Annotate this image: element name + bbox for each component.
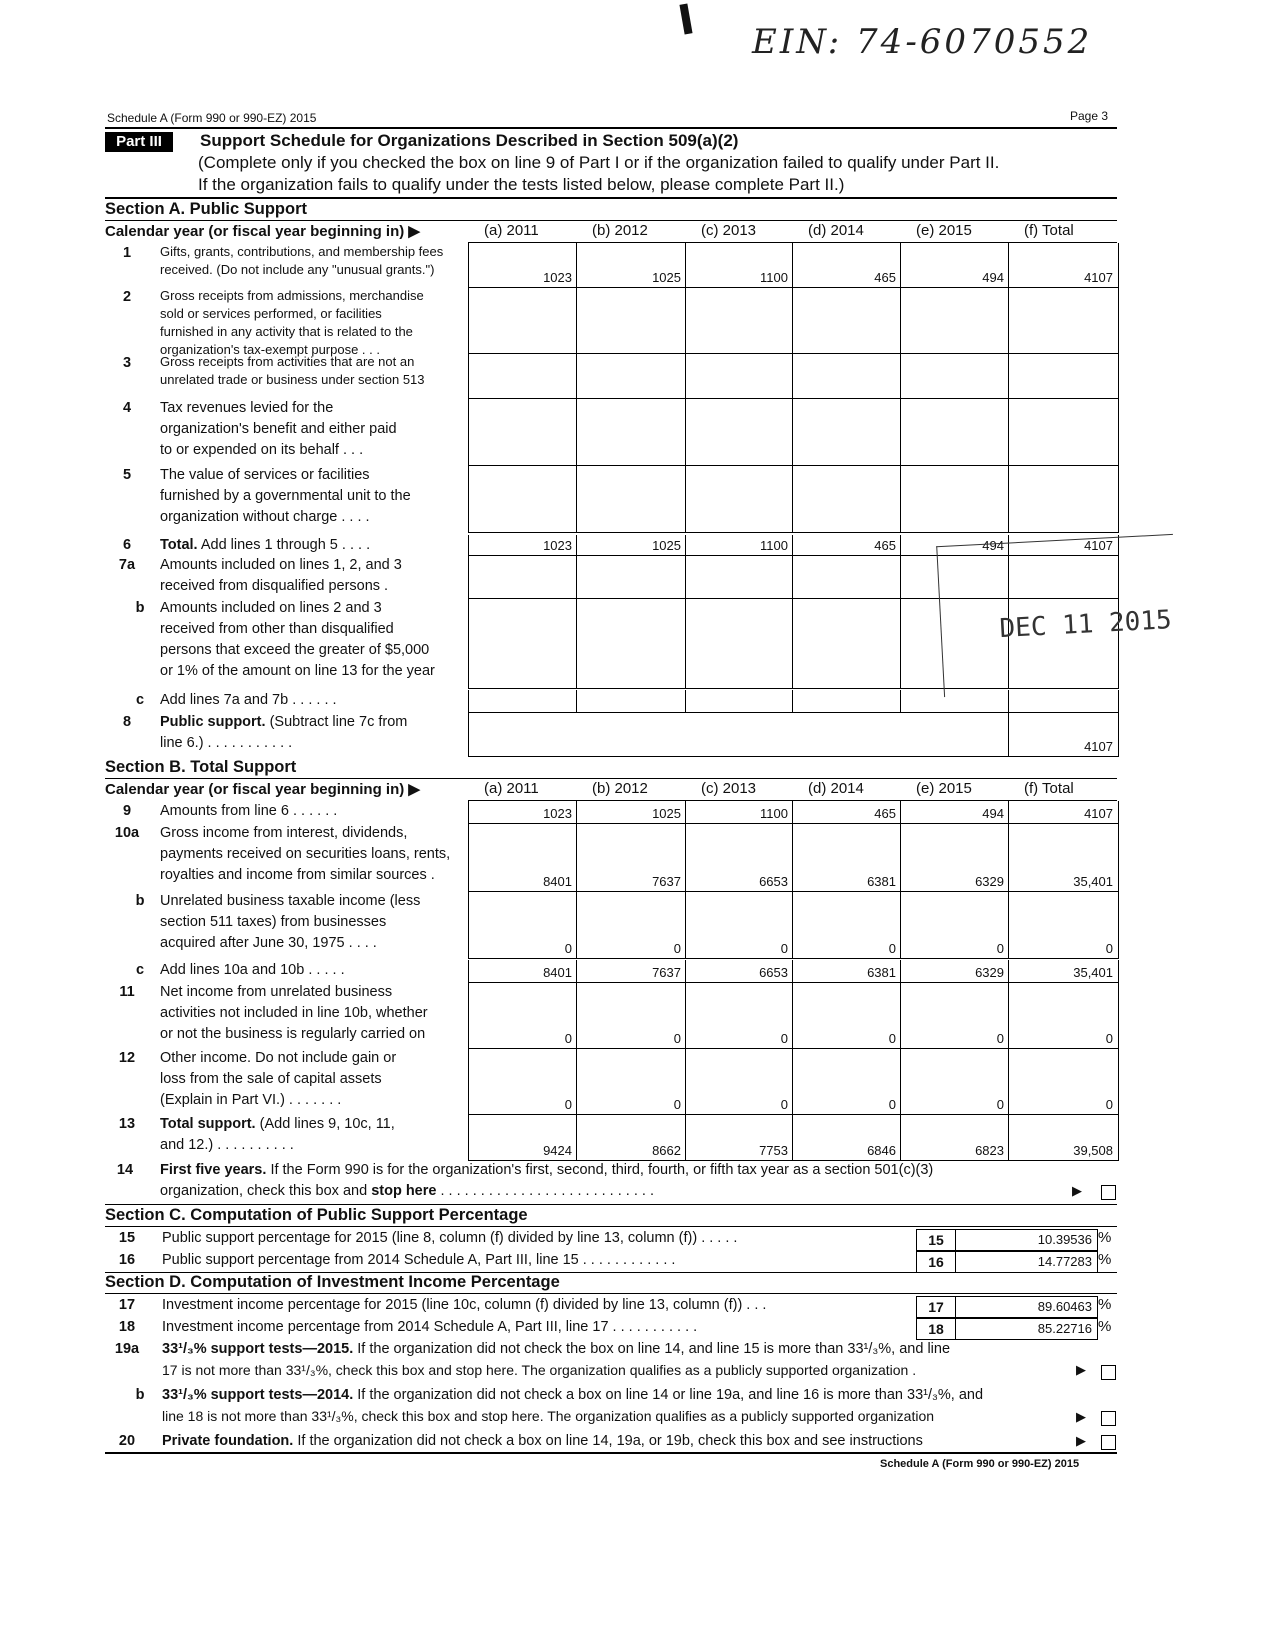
cell-value: 1023 <box>543 538 572 553</box>
table-cell <box>468 465 577 533</box>
cell-value: 35,401 <box>1073 874 1113 889</box>
line-value: 10.39536 <box>1037 1232 1092 1247</box>
line-20-text <box>162 1431 923 1452</box>
cell-value: 494 <box>982 538 1004 553</box>
cell-value: 0 <box>888 1031 896 1046</box>
cell-value: 35,401 <box>1073 965 1113 980</box>
line-number: 9 <box>122 803 132 819</box>
line-label <box>160 619 460 640</box>
table-cell <box>1008 353 1119 399</box>
table-cell <box>792 598 901 689</box>
line-label <box>160 535 460 556</box>
cell-value: 0 <box>780 1031 788 1046</box>
line-label-text: Net income from unrelated business <box>160 984 393 1000</box>
cell-value: 6653 <box>759 965 788 980</box>
cell-value: 0 <box>564 1097 572 1112</box>
line-label-text: payments received on securities loans, rents, <box>160 846 451 862</box>
line-number: 3 <box>122 355 132 371</box>
line-label <box>160 1024 460 1045</box>
table-cell <box>576 398 686 466</box>
table-cell <box>685 398 793 466</box>
line-label <box>160 733 460 754</box>
line-label-text: furnished in any activity that is related to the <box>160 324 413 339</box>
line-value: 14.77283 <box>1037 1254 1092 1269</box>
line-value: 85.22716 <box>1037 1321 1092 1336</box>
line-label-text: furnished by a governmental unit to the <box>160 488 411 504</box>
line-label <box>160 933 460 954</box>
line-label-text: received from disqualified persons . <box>160 578 389 594</box>
line-label-text: unrelated trade or business under section 513 <box>160 372 425 387</box>
line-label-bold: Total. <box>160 537 198 553</box>
ink-mark <box>679 4 692 35</box>
line-label-text: to or expended on its behalf . . . <box>160 442 364 458</box>
cell-value: 4107 <box>1084 739 1113 754</box>
part-badge: Part III <box>105 132 173 152</box>
line-19a-arrow-icon: ▶ <box>1076 1362 1086 1377</box>
cell-value: 494 <box>982 270 1004 285</box>
line-text: Investment income percentage for 2015 (line 10c, column (f) divided by line 13, column (f)) . . . <box>162 1297 767 1313</box>
cell-value: 465 <box>874 538 896 553</box>
line-label <box>160 960 460 981</box>
cell-value: 0 <box>673 1097 681 1112</box>
line-label <box>160 865 460 886</box>
line-label-text: or 1% of the amount on line 13 for the year <box>160 663 435 679</box>
percent-sign: % <box>1098 1296 1112 1313</box>
line-label-text: Amounts included on lines 2 and 3 <box>160 600 382 616</box>
table-cell <box>792 690 901 713</box>
line-label <box>160 844 460 865</box>
cell-value: 1025 <box>652 538 681 553</box>
cell-value: 4107 <box>1084 270 1113 285</box>
line-20-body: If the organization did not check a box on line 14, 19a, or 19b, check this box and see instructions <box>297 1433 923 1449</box>
received-stamp <box>936 534 1181 697</box>
table-cell <box>468 690 577 713</box>
cell-value: 0 <box>564 1031 572 1046</box>
table-cell <box>468 598 577 689</box>
line-number: 5 <box>122 467 132 483</box>
line-14-bold: First five years. <box>160 1162 267 1178</box>
line-14-stop: stop here <box>371 1183 437 1199</box>
line-label-text: received. (Do not include any "unusual grants.") <box>160 262 435 277</box>
cell-value: 0 <box>996 1031 1004 1046</box>
line-label <box>160 1114 460 1135</box>
cell-value: 0 <box>673 941 681 956</box>
table-cell <box>685 555 793 599</box>
cell-value: 0 <box>888 1097 896 1112</box>
line-label-text: royalties and income from similar sources . <box>160 867 435 883</box>
cell-value: 8401 <box>543 965 572 980</box>
line-label-text: (Explain in Part VI.) . . . . . . . <box>160 1092 342 1108</box>
table-cell <box>468 712 1009 757</box>
line-14-checkbox[interactable] <box>1101 1185 1116 1200</box>
line-19a-body-2: 17 is not more than 33¹/₃%, check this box and stop here. The organization qualifies as a publicly supported organization . <box>162 1362 917 1378</box>
percent-sign: % <box>1098 1318 1112 1335</box>
table-cell <box>576 287 686 354</box>
a-column-header: (a) 2011 <box>484 222 539 239</box>
line-number: 2 <box>122 289 132 305</box>
line-label-text: section 511 taxes) from businesses <box>160 914 387 930</box>
line-label <box>160 243 460 261</box>
line-label <box>160 912 460 933</box>
cell-value: 4107 <box>1084 806 1113 821</box>
line-label-text: Gross receipts from activities that are not an <box>160 354 415 369</box>
line-number: c <box>135 962 145 978</box>
line-label <box>160 891 460 912</box>
line-label <box>160 712 460 733</box>
line-19a-text-1 <box>162 1339 950 1360</box>
line-label <box>160 823 460 844</box>
line-14-arrow-icon: ▶ <box>1072 1183 1082 1198</box>
cell-value: 1025 <box>652 270 681 285</box>
line-label <box>160 1048 460 1069</box>
line-label-bold: Public support. <box>160 714 266 730</box>
line-number: 11 <box>119 984 135 1000</box>
section-c-title: Section C. Computation of Public Support Percentage <box>105 1206 528 1224</box>
cell-value: 7753 <box>759 1143 788 1158</box>
table-cell <box>576 598 686 689</box>
cell-value: 9424 <box>543 1143 572 1158</box>
b-column-header: (b) 2012 <box>592 780 648 797</box>
table-cell <box>1008 398 1119 466</box>
line-label <box>160 982 460 1003</box>
line-label <box>160 398 460 419</box>
b-column-header: (f) Total <box>1024 780 1074 797</box>
cell-value: 4107 <box>1084 538 1113 553</box>
cell-value: 6846 <box>867 1143 896 1158</box>
line-19a-num: 19a <box>114 1341 140 1357</box>
line-label <box>160 261 460 279</box>
table-cell <box>792 287 901 354</box>
line-label-text: sold or services performed, or facilities <box>160 306 382 321</box>
line-label-text: Unrelated business taxable income (less <box>160 893 421 909</box>
cell-value: 1100 <box>760 806 788 821</box>
line-label-text: Add lines 7a and 7b . . . . . . <box>160 692 337 708</box>
table-cell <box>792 555 901 599</box>
cell-value: 0 <box>1105 1031 1113 1046</box>
cell-value: 0 <box>780 1097 788 1112</box>
page-number: Page 3 <box>1070 109 1109 123</box>
line-label <box>160 576 460 597</box>
line-label-text: line 6.) . . . . . . . . . . . <box>160 735 293 751</box>
cell-value: 6329 <box>975 874 1004 889</box>
line-20-bold: Private foundation. <box>162 1433 294 1449</box>
cell-value: 0 <box>780 941 788 956</box>
table-cell <box>468 353 577 399</box>
line-label <box>160 801 460 822</box>
line-19b-checkbox[interactable] <box>1101 1411 1116 1426</box>
cell-value: 1023 <box>543 806 572 821</box>
table-cell <box>900 287 1009 354</box>
line-label-bold: Total support. <box>160 1116 256 1132</box>
handwritten-ein: EIN: 74-6070552 <box>752 22 1093 62</box>
line-number: b <box>135 600 145 616</box>
cell-value: 0 <box>996 1097 1004 1112</box>
cell-value: 6823 <box>975 1143 1004 1158</box>
section-b-calendar: Calendar year (or fiscal year beginning in) ▶ <box>105 781 420 798</box>
a-column-header: (e) 2015 <box>916 222 972 239</box>
cell-value: 0 <box>1105 941 1113 956</box>
line-number: 10a <box>114 825 140 841</box>
form-header-left: Schedule A (Form 990 or 990-EZ) 2015 <box>107 111 317 125</box>
line-number: 6 <box>122 537 132 553</box>
cell-value: 0 <box>564 941 572 956</box>
line-14-num: 14 <box>116 1162 134 1178</box>
table-cell <box>792 353 901 399</box>
line-number: 13 <box>118 1116 136 1132</box>
table-cell <box>468 398 577 466</box>
cell-value: 465 <box>874 806 896 821</box>
table-cell <box>685 598 793 689</box>
section-a-title: Section A. Public Support <box>105 200 307 218</box>
line-19b-body-2: line 18 is not more than 33¹/₃%, check this box and stop here. The organization qualifies as a publicly supported organization <box>162 1408 935 1424</box>
part-note-2: If the organization fails to qualify under the tests listed below, please complete Part II.) <box>198 175 845 194</box>
line-label-text: Gross income from interest, dividends, <box>160 825 408 841</box>
line-19a-bold: 33¹/₃% support tests—2015. <box>162 1341 354 1357</box>
b-column-header: (e) 2015 <box>916 780 972 797</box>
line-19b-body-1: If the organization did not check a box on line 14 or line 19a, and line 16 is more than 33¹/₃%, and <box>357 1387 984 1403</box>
line-label-text: or not the business is regularly carried on <box>160 1026 426 1042</box>
part-title: Support Schedule for Organizations Described in Section 509(a)(2) <box>200 131 739 150</box>
cell-value: 8401 <box>543 874 572 889</box>
line-label-text: Gross receipts from admissions, merchandise <box>160 288 424 303</box>
line-number: c <box>135 692 145 708</box>
table-cell <box>1008 287 1119 354</box>
line-label <box>160 287 460 305</box>
line-label-text: Tax revenues levied for the <box>160 400 334 416</box>
line-ref-box: 17 <box>916 1296 956 1318</box>
line-number: 8 <box>122 714 132 730</box>
b-column-header: (c) 2013 <box>701 780 757 797</box>
line-number: 1 <box>122 245 132 261</box>
line-14-text-1 <box>160 1160 933 1181</box>
line-number: 7a <box>118 557 136 573</box>
line-14-body-1: If the Form 990 is for the organization's first, second, third, fourth, or fifth tax year as a section 501(c)(3) <box>270 1162 934 1178</box>
line-label <box>160 555 460 576</box>
line-label-text: The value of services or facilities <box>160 467 370 483</box>
line-label <box>160 419 460 440</box>
line-19b-text-1 <box>162 1385 983 1406</box>
line-label <box>160 690 460 711</box>
table-cell <box>685 690 793 713</box>
table-cell <box>576 465 686 533</box>
line-number: 18 <box>118 1319 136 1335</box>
percent-sign: % <box>1098 1251 1112 1268</box>
line-label-text: Add lines 1 through 5 . . . . <box>200 537 371 553</box>
a-column-header: (c) 2013 <box>701 222 757 239</box>
cell-value: 7637 <box>652 965 681 980</box>
line-label <box>160 598 460 619</box>
line-label <box>160 486 460 507</box>
line-19a-checkbox[interactable] <box>1101 1365 1116 1380</box>
line-number: 17 <box>118 1297 136 1313</box>
line-value: 89.60463 <box>1037 1299 1092 1314</box>
line-label <box>160 1003 460 1024</box>
line-text: Public support percentage from 2014 Schedule A, Part III, line 15 . . . . . . . . . . . . <box>162 1252 676 1268</box>
line-label-text: Add lines 10a and 10b . . . . . <box>160 962 345 978</box>
cell-value: 1023 <box>543 270 572 285</box>
line-label-text: (Subtract line 7c from <box>269 714 408 730</box>
line-label <box>160 1069 460 1090</box>
line-20-num: 20 <box>118 1433 136 1449</box>
line-14-dots: . . . . . . . . . . . . . . . . . . . . . . . . . . . <box>440 1183 654 1199</box>
cell-value: 6329 <box>975 965 1004 980</box>
line-19b-arrow-icon: ▶ <box>1076 1409 1086 1424</box>
a-column-header: (f) Total <box>1024 222 1074 239</box>
table-cell <box>468 555 577 599</box>
line-label <box>160 507 460 528</box>
table-cell <box>576 555 686 599</box>
line-label <box>160 465 460 486</box>
line-label-text: acquired after June 30, 1975 . . . . <box>160 935 377 951</box>
stamp-date: DEC 11 2015 <box>998 605 1173 645</box>
table-cell <box>1008 690 1119 713</box>
section-a-calendar: Calendar year (or fiscal year beginning in) ▶ <box>105 223 420 240</box>
cell-value: 0 <box>888 941 896 956</box>
cell-value: 1025 <box>652 806 681 821</box>
line-number: 16 <box>118 1252 136 1268</box>
line-text: Investment income percentage from 2014 Schedule A, Part III, line 17 . . . . . . . . . . . <box>162 1319 698 1335</box>
line-ref-box: 16 <box>916 1251 956 1273</box>
line-number: 4 <box>122 400 132 416</box>
cell-value: 6381 <box>867 965 896 980</box>
percent-sign: % <box>1098 1229 1112 1246</box>
table-cell <box>468 287 577 354</box>
b-column-header: (d) 2014 <box>808 780 864 797</box>
line-label-text: and 12.) . . . . . . . . . . <box>160 1137 294 1153</box>
table-cell <box>576 353 686 399</box>
line-number: 12 <box>118 1050 136 1066</box>
cell-value: 6381 <box>867 874 896 889</box>
cell-value: 0 <box>673 1031 681 1046</box>
cell-value: 1100 <box>760 538 788 553</box>
line-label-text: persons that exceed the greater of $5,000 <box>160 642 430 658</box>
line-label <box>160 353 460 371</box>
line-text: Public support percentage for 2015 (line 8, column (f) divided by line 13, column (f)) . . . . . <box>162 1230 738 1246</box>
section-d-title: Section D. Computation of Investment Income Percentage <box>105 1273 560 1291</box>
line-label <box>160 661 460 682</box>
line-label-text: organization without charge . . . . <box>160 509 370 525</box>
form-footer: Schedule A (Form 990 or 990-EZ) 2015 <box>880 1458 1080 1470</box>
line-20-arrow-icon: ▶ <box>1076 1433 1086 1448</box>
line-14-body-2: organization, check this box and <box>160 1183 368 1199</box>
line-label-text: Amounts from line 6 . . . . . . <box>160 803 338 819</box>
line-label-text: loss from the sale of capital assets <box>160 1071 382 1087</box>
line-number: b <box>135 893 145 909</box>
table-cell <box>576 690 686 713</box>
cell-value: 0 <box>996 941 1004 956</box>
line-label <box>160 323 460 341</box>
cell-value: 7637 <box>652 874 681 889</box>
line-label-text: organization's benefit and either paid <box>160 421 397 437</box>
cell-value: 6653 <box>759 874 788 889</box>
a-column-header: (d) 2014 <box>808 222 864 239</box>
line-label-text: (Add lines 9, 10c, 11, <box>259 1116 395 1132</box>
line-label-text: activities not included in line 10b, whether <box>160 1005 428 1021</box>
table-cell <box>685 353 793 399</box>
line-label-text: Other income. Do not include gain or <box>160 1050 397 1066</box>
line-19b-bold: 33¹/₃% support tests—2014. <box>162 1387 354 1403</box>
line-label-text: organization's tax-exempt purpose . . . <box>160 342 380 357</box>
line-20-checkbox[interactable] <box>1101 1435 1116 1450</box>
section-b-title: Section B. Total Support <box>105 758 297 776</box>
table-cell <box>792 465 901 533</box>
table-cell <box>685 465 793 533</box>
line-label <box>160 371 460 389</box>
line-14-text-2 <box>160 1181 654 1202</box>
a-column-header: (b) 2012 <box>592 222 648 239</box>
line-19b-num: b <box>135 1387 145 1403</box>
table-cell <box>685 287 793 354</box>
line-label <box>160 640 460 661</box>
cell-value: 494 <box>982 806 1004 821</box>
table-cell <box>792 398 901 466</box>
line-label <box>160 305 460 323</box>
table-cell <box>900 465 1009 533</box>
cell-value: 1100 <box>760 270 788 285</box>
table-cell <box>900 353 1009 399</box>
cell-value: 465 <box>874 270 896 285</box>
line-label-text: Gifts, grants, contributions, and membership fees <box>160 244 444 259</box>
line-ref-box: 15 <box>916 1229 956 1251</box>
cell-value: 0 <box>1105 1097 1113 1112</box>
line-number: 15 <box>118 1230 136 1246</box>
cell-value: 39,508 <box>1073 1143 1113 1158</box>
part-note-1: (Complete only if you checked the box on line 9 of Part I or if the organization failed to qualify under Part II. <box>198 153 1000 172</box>
table-cell <box>900 398 1009 466</box>
line-19a-body-1: If the organization did not check the box on line 14, and line 15 is more than 33¹/₃%, and line <box>357 1341 951 1357</box>
line-label <box>160 1090 460 1111</box>
line-label <box>160 1135 460 1156</box>
cell-value: 8662 <box>652 1143 681 1158</box>
b-column-header: (a) 2011 <box>484 780 539 797</box>
table-cell <box>1008 465 1119 533</box>
line-label <box>160 440 460 461</box>
line-label-text: received from other than disqualified <box>160 621 394 637</box>
line-ref-box: 18 <box>916 1318 956 1340</box>
line-label-text: Amounts included on lines 1, 2, and 3 <box>160 557 402 573</box>
